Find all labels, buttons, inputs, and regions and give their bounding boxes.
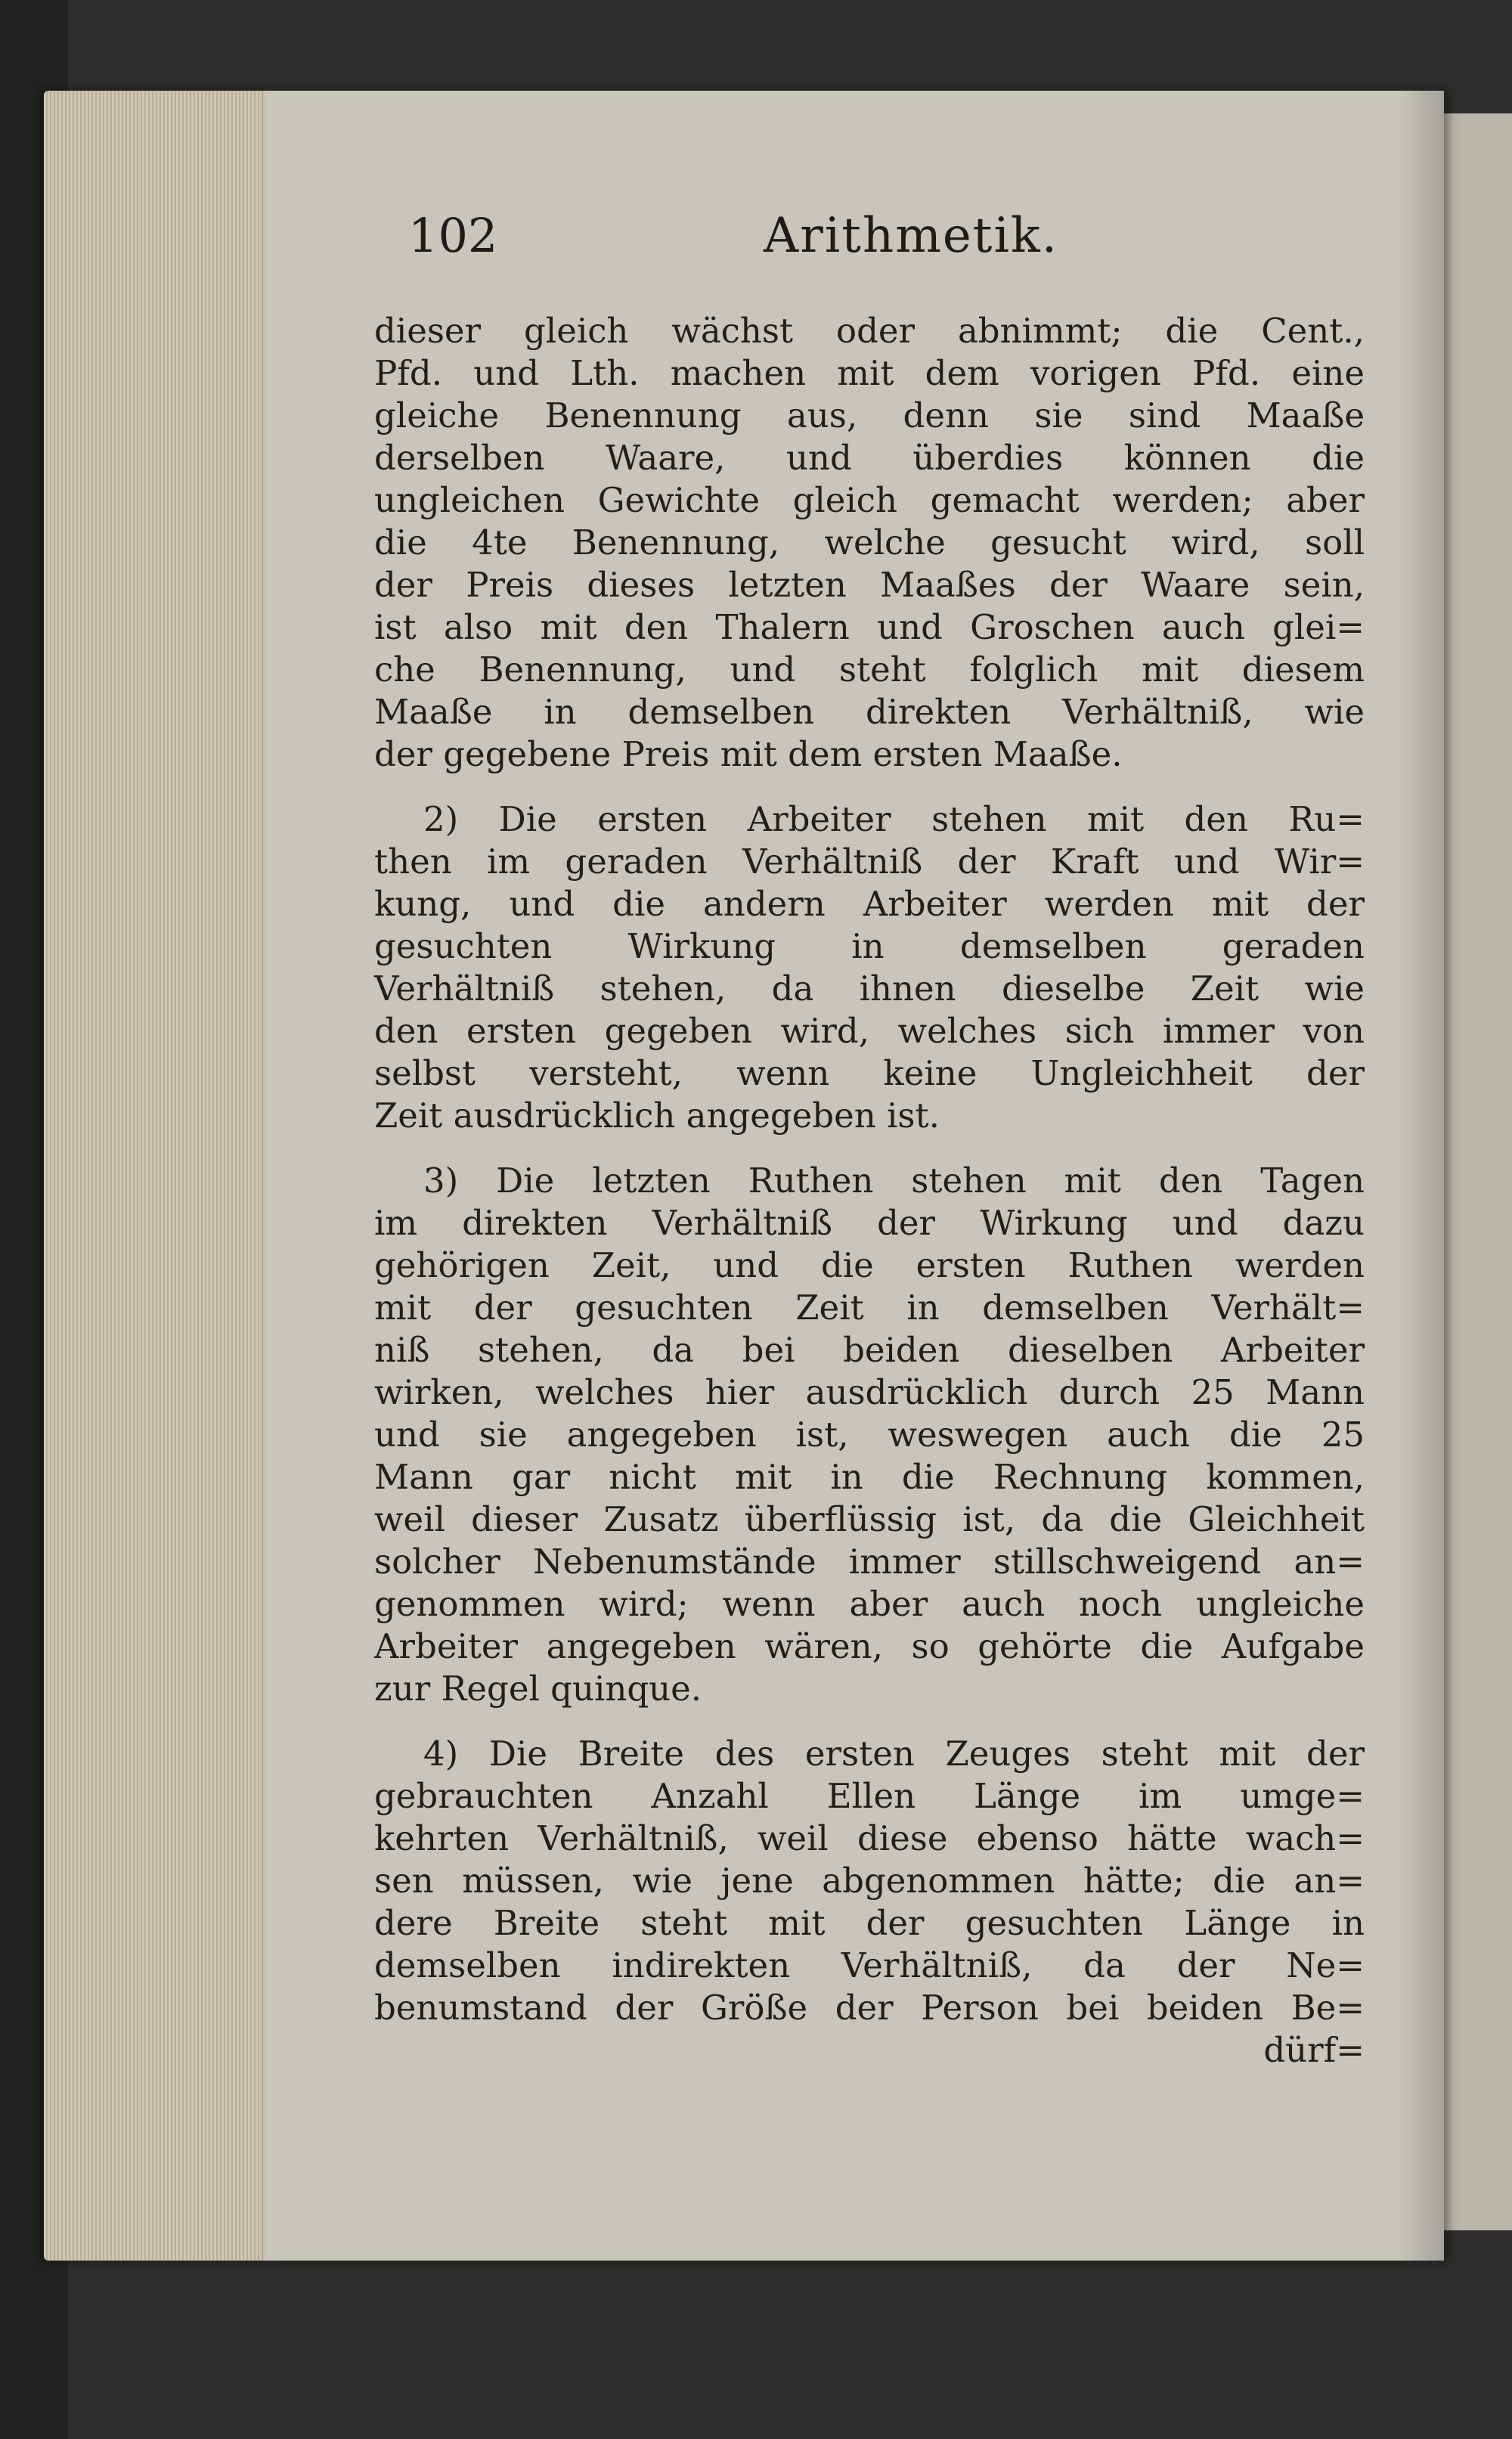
text-line: benumstand der Größe der Person bei beiden Be= bbox=[374, 1988, 1365, 2028]
text-line: gehörigen Zeit, und die ersten Ruthen werden bbox=[374, 1245, 1365, 1285]
text-line: dere Breite steht mit der gesuchten Länge in bbox=[374, 1903, 1365, 1943]
text-line: gesuchten Wirkung in demselben geraden bbox=[374, 926, 1365, 966]
text-line: 4) Die Breite des ersten Zeuges steht mit der bbox=[423, 1734, 1365, 1774]
text-line: solcher Nebenumstände immer stillschweigend an= bbox=[374, 1542, 1365, 1582]
text-line: sen müssen, wie jene abgenommen hätte; die an= bbox=[374, 1861, 1365, 1901]
text-line: ungleichen Gewichte gleich gemacht werden; aber bbox=[374, 480, 1365, 520]
text-line: dieser gleich wächst oder abnimmt; die Cent., bbox=[374, 311, 1365, 351]
text-line: den ersten gegeben wird, welches sich immer von bbox=[374, 1011, 1365, 1051]
text-line: Maaße in demselben direkten Verhältniß, wie bbox=[374, 692, 1365, 732]
paragraph-2 bbox=[374, 798, 1365, 1137]
text-line: Mann gar nicht mit in die Rechnung kommen, bbox=[374, 1457, 1365, 1497]
page-edges bbox=[44, 91, 271, 2261]
text-line: then im geraden Verhältniß der Kraft und Wir= bbox=[374, 841, 1365, 882]
running-title: Arithmetik. bbox=[764, 208, 1059, 264]
text-line: derselben Waare, und überdies können die bbox=[374, 438, 1365, 478]
catchword: dürf= bbox=[1263, 2030, 1365, 2070]
text-line: Pfd. und Lth. machen mit dem vorigen Pfd. eine bbox=[374, 353, 1365, 393]
body-text bbox=[374, 310, 1365, 2072]
text-line: und sie angegeben ist, weswegen auch die 25 bbox=[374, 1415, 1365, 1455]
text-line: che Benennung, und steht folglich mit diesem bbox=[374, 649, 1365, 690]
text-line: wirken, welches hier ausdrücklich durch 25 Mann bbox=[374, 1372, 1365, 1412]
text-line: demselben indirekten Verhältniß, da der Ne= bbox=[374, 1945, 1365, 1985]
page-header bbox=[408, 208, 1353, 291]
text-line: weil dieser Zusatz überflüssig ist, da die Gleichheit bbox=[374, 1499, 1365, 1539]
text-line: kung, und die andern Arbeiter werden mit der bbox=[374, 884, 1365, 924]
text-line: selbst versteht, wenn keine Ungleichheit der bbox=[374, 1053, 1365, 1093]
facing-page-edge bbox=[1436, 113, 1512, 2230]
page-number: 102 bbox=[408, 208, 498, 263]
paragraph-4 bbox=[374, 1733, 1365, 2072]
text-line: gleiche Benennung aus, denn sie sind Maaße bbox=[374, 395, 1365, 435]
text-line: Verhältniß stehen, da ihnen dieselbe Zeit wie bbox=[374, 968, 1365, 1009]
text-line: niß stehen, da bei beiden dieselben Arbeiter bbox=[374, 1330, 1365, 1370]
text-line: der Preis dieses letzten Maaßes der Waare sein, bbox=[374, 565, 1365, 605]
text-line: Arbeiter angegeben wären, so gehörte die Aufgabe bbox=[374, 1626, 1365, 1666]
text-line: ist also mit den Thalern und Groschen auch glei= bbox=[374, 607, 1365, 647]
text-line: 3) Die letzten Ruthen stehen mit den Tagen bbox=[423, 1161, 1365, 1201]
text-line: mit der gesuchten Zeit in demselben Verhält= bbox=[374, 1288, 1365, 1328]
text-line: Zeit ausdrücklich angegeben ist. bbox=[374, 1096, 940, 1136]
text-line: die 4te Benennung, welche gesucht wird, soll bbox=[374, 522, 1365, 562]
text-line: zur Regel quinque. bbox=[374, 1669, 702, 1709]
paragraph-3 bbox=[374, 1160, 1365, 1710]
text-line: der gegebene Preis mit dem ersten Maaße. bbox=[374, 734, 1123, 774]
text-line: gebrauchten Anzahl Ellen Länge im umge= bbox=[374, 1776, 1365, 1816]
paragraph-1 bbox=[374, 310, 1365, 776]
text-line: kehrten Verhältniß, weil diese ebenso hätte wach= bbox=[374, 1818, 1365, 1858]
text-line: im direkten Verhältniß der Wirkung und dazu bbox=[374, 1203, 1365, 1243]
text-line: genommen wird; wenn aber auch noch ungleiche bbox=[374, 1584, 1365, 1624]
text-line: 2) Die ersten Arbeiter stehen mit den Ru= bbox=[423, 799, 1365, 839]
